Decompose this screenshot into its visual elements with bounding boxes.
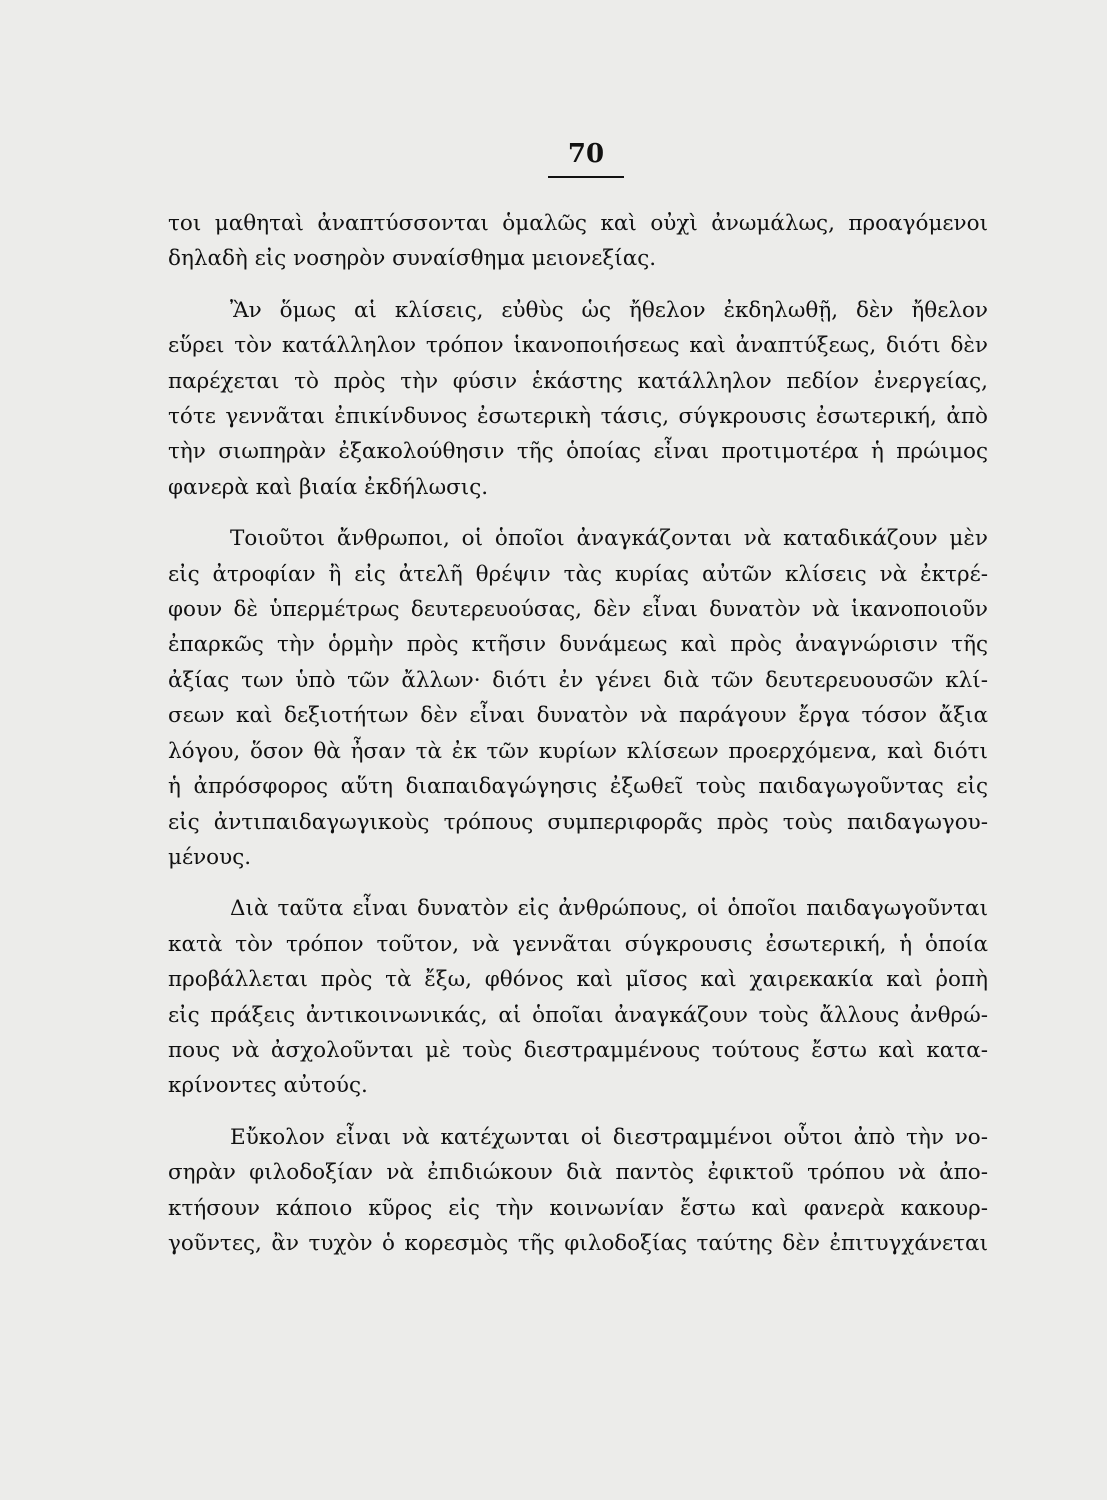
text-line: προβάλλεται πρὸς τὰ ἔξω, φθόνος καὶ μῖσος καὶ χαιρεκακία καὶ ῥοπὴ — [168, 967, 988, 993]
text-line: γοῦντες, ἂν τυχὸν ὁ κορεσμὸς τῆς φιλοδοξίας ταύτης δὲν ἐπιτυγχάνεται — [168, 1230, 988, 1256]
text-line: εἰς ἀτροφίαν ἢ εἰς ἀτελῆ θρέψιν τὰς κυρίας αὐτῶν κλίσεις νὰ ἐκτρέ- — [168, 561, 988, 587]
text-line: σηρὰν φιλοδοξίαν νὰ ἐπιδιώκουν διὰ παντὸς ἐφικτοῦ τρόπου νὰ ἀπο- — [168, 1160, 988, 1186]
text-line: Ἂν ὅμως αἱ κλίσεις, εὐθὺς ὡς ἤθελον ἐκδηλωθῇ, δὲν ἤθελον — [230, 297, 988, 323]
paragraph-3 — [168, 521, 988, 875]
text-line: Τοιοῦτοι ἄνθρωποι, οἱ ὁποῖοι ἀναγκάζονται νὰ καταδικάζουν μὲν — [230, 526, 988, 552]
text-line: εἰς πράξεις ἀντικοινωνικάς, αἱ ὁποῖαι ἀναγκάζουν τοὺς ἄλλους ἀνθρώ- — [168, 1002, 988, 1028]
text-line: κτήσουν κάποιο κῦρος εἰς τὴν κοινωνίαν ἔστω καὶ φανερὰ κακουρ- — [168, 1195, 988, 1221]
text-line: δηλαδὴ εἰς νοσηρὸν συναίσθημα μειονεξίας. — [168, 246, 657, 272]
text-line: ἡ ἀπρόσφορος αὕτη διαπαιδαγώγησις ἐξωθεῖ τοὺς παιδαγωγοῦντας εἰς — [168, 774, 988, 800]
text-line: εὕρει τὸν κατάλληλον τρόπον ἱκανοποιήσεως καὶ ἀναπτύξεως, διότι δὲν — [168, 333, 988, 359]
page-number: 70 — [567, 139, 605, 169]
text-line: φουν δὲ ὑπερμέτρως δευτερευούσας, δὲν εἶναι δυνατὸν νὰ ἱκανοποιοῦν — [168, 597, 988, 623]
text-line: παρέχεται τὸ πρὸς τὴν φύσιν ἑκάστης κατάλληλον πεδίον ἐνεργείας, — [168, 368, 988, 394]
paragraph-4 — [168, 891, 988, 1103]
text-line: πους νὰ ἀσχολοῦνται μὲ τοὺς διεστραμμένους τούτους ἔστω καὶ κατα- — [168, 1037, 988, 1063]
text-line: φανερὰ καὶ βιαία ἐκδήλωσις. — [168, 474, 489, 500]
text-line: σεων καὶ δεξιοτήτων δὲν εἶναι δυνατὸν νὰ παράγουν ἔργα τόσον ἄξια — [168, 703, 988, 729]
paragraph-5 — [168, 1120, 988, 1262]
text-line: ἐπαρκῶς τὴν ὁρμὴν πρὸς κτῆσιν δυνάμεως καὶ πρὸς ἀναγνώρισιν τῆς — [168, 632, 988, 658]
text-line: ἀξίας των ὑπὸ τῶν ἄλλων· διότι ἐν γένει διὰ τῶν δευτερευουσῶν κλί- — [168, 667, 988, 693]
text-line: λόγου, ὅσον θὰ ἦσαν τὰ ἐκ τῶν κυρίων κλίσεων προερχόμενα, καὶ διότι — [168, 738, 988, 764]
text-line: μένους. — [168, 844, 252, 870]
paragraph-2 — [168, 293, 988, 505]
body-text — [168, 206, 988, 1261]
page-number-rule — [548, 176, 624, 178]
text-line: κατὰ τὸν τρόπον τοῦτον, νὰ γεννᾶται σύγκρουσις ἐσωτερική, ἡ ὁποία — [168, 931, 988, 957]
page-number-header — [548, 138, 624, 178]
text-line: Εὔκολον εἶναι νὰ κατέχωνται οἱ διεστραμμένοι οὗτοι ἀπὸ τὴν νο- — [230, 1124, 988, 1150]
paragraph-1 — [168, 206, 988, 277]
text-line: κρίνοντες αὐτούς. — [168, 1073, 368, 1099]
text-line: τότε γεννᾶται ἐπικίνδυνος ἐσωτερικὴ τάσις, σύγκρουσις ἐσωτερική, ἀπὸ — [168, 404, 988, 430]
text-line: Διὰ ταῦτα εἶναι δυνατὸν εἰς ἀνθρώπους, οἱ ὁποῖοι παιδαγωγοῦνται — [230, 896, 988, 922]
text-line: τοι μαθηταὶ ἀναπτύσσονται ὁμαλῶς καὶ οὐχὶ ἀνωμάλως, προαγόμενοι — [168, 211, 988, 236]
text-line: εἰς ἀντιπαιδαγωγικοὺς τρόπους συμπεριφορᾶς πρὸς τοὺς παιδαγωγου- — [168, 809, 988, 835]
text-line: τὴν σιωπηρὰν ἐξακολούθησιν τῆς ὁποίας εἶναι προτιμοτέρα ἡ πρώιμος — [168, 439, 988, 465]
